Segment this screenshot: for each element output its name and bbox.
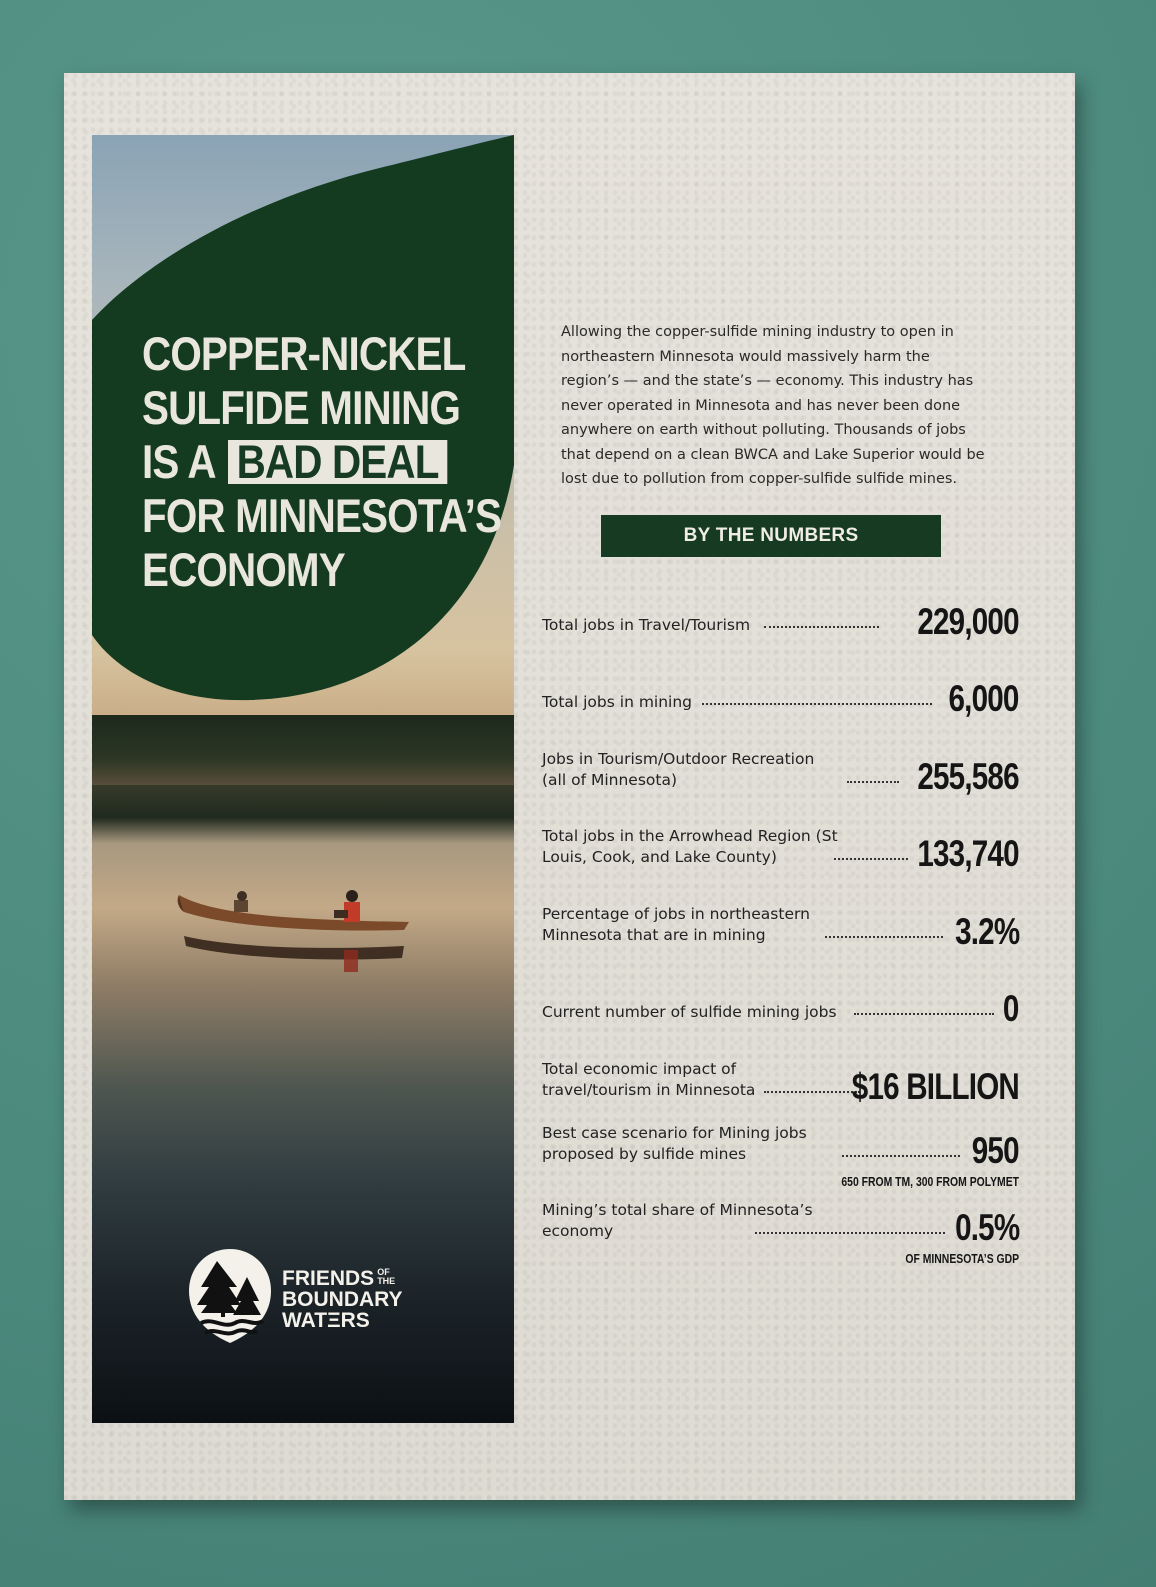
bad-deal-highlight: BAD DEAL <box>228 440 447 484</box>
headline <box>142 327 502 597</box>
logo-word-waters: WATΞRS <box>282 1309 370 1332</box>
friends-logo-icon <box>187 1247 273 1347</box>
stat-label: Jobs in Tourism/Outdoor Recreation (all of Minnesota) <box>542 750 815 789</box>
stat-label: Total economic impact of travel/tourism in Minnesota <box>542 1060 756 1099</box>
stat-row <box>542 739 1019 799</box>
stat-value: 133,740 <box>917 833 1019 874</box>
treeline <box>92 715 514 785</box>
stat-value: 6,000 <box>948 678 1019 719</box>
stat-label: Best case scenario for Mining jobs proposed by sulfide mines <box>542 1124 807 1163</box>
dot-leader <box>825 936 943 938</box>
stat-row <box>542 971 1019 1031</box>
headline-line-1: COPPER-NICKEL <box>142 327 466 380</box>
headline-line-4: FOR MINNESOTA’S <box>142 489 502 542</box>
logo-wordmark <box>282 1268 403 1331</box>
headline-line-3 <box>142 435 452 489</box>
stat-note: 650 FROM TM, 300 FROM POLYMET <box>841 1174 1019 1189</box>
dot-leader <box>764 1091 860 1093</box>
headline-line-2: SULFIDE MINING <box>142 381 461 434</box>
stat-row <box>542 661 1019 721</box>
canoe-illustration <box>174 880 414 1000</box>
dot-leader <box>842 1155 960 1157</box>
intro-paragraph: Allowing the copper-sulfide mining industry to open in northeastern Minnesota would massively harm the region’s — and the state’s — economy. This industry has never operated in Minnesota and has never been done anywhere on earth without polluting. Thousands of jobs that depend on a clean BWCA and Lake Superior would be lost due to pollution from copper-sulfide sulfide mines. <box>561 324 985 487</box>
stat-label: Total jobs in Travel/Tourism <box>542 616 751 634</box>
logo-word-boundary: BOUNDARY <box>282 1288 403 1311</box>
dot-leader <box>834 858 908 860</box>
stat-value: 0.5% <box>954 1207 1019 1248</box>
lake-canoe-photo <box>92 135 514 1423</box>
dot-leader <box>847 781 899 783</box>
stat-label: Total jobs in mining <box>542 693 693 711</box>
stat-value: 3.2% <box>954 911 1019 952</box>
stat-value: 950 <box>972 1130 1019 1171</box>
logo-of: OF <box>377 1267 390 1277</box>
stat-row <box>542 1049 1019 1109</box>
poster-paper <box>64 73 1075 1500</box>
dot-leader <box>764 626 879 628</box>
stat-value: 255,586 <box>917 756 1019 797</box>
stat-row <box>542 1113 1019 1189</box>
stat-row <box>542 1190 1019 1266</box>
headline-line-3-prefix: IS A <box>142 435 215 488</box>
dot-leader <box>854 1013 994 1015</box>
stat-label: Current number of sulfide mining jobs <box>542 1003 837 1021</box>
headline-line-5: ECONOMY <box>142 543 345 596</box>
stat-label: Percentage of jobs in northeastern Minnesota that are in mining <box>542 905 810 944</box>
stat-row <box>542 894 1019 954</box>
stat-value: $16 BILLION <box>851 1066 1019 1107</box>
stat-label: Total jobs in the Arrowhead Region (St Louis, Cook, and Lake County) <box>542 827 838 866</box>
logo-word-friends: FRIENDS <box>282 1267 375 1290</box>
stat-row <box>542 584 1019 644</box>
dot-leader <box>702 703 932 705</box>
stat-row <box>542 816 1019 876</box>
logo-the: THE <box>377 1276 396 1286</box>
stat-label: Mining’s total share of Minnesota’s economy <box>542 1201 813 1240</box>
stat-note: OF MINNESOTA’S GDP <box>905 1251 1019 1266</box>
stat-value: 229,000 <box>917 601 1019 642</box>
by-the-numbers-heading: BY THE NUMBERS <box>601 515 941 557</box>
dot-leader <box>755 1232 945 1234</box>
stat-value: 0 <box>1003 988 1019 1029</box>
